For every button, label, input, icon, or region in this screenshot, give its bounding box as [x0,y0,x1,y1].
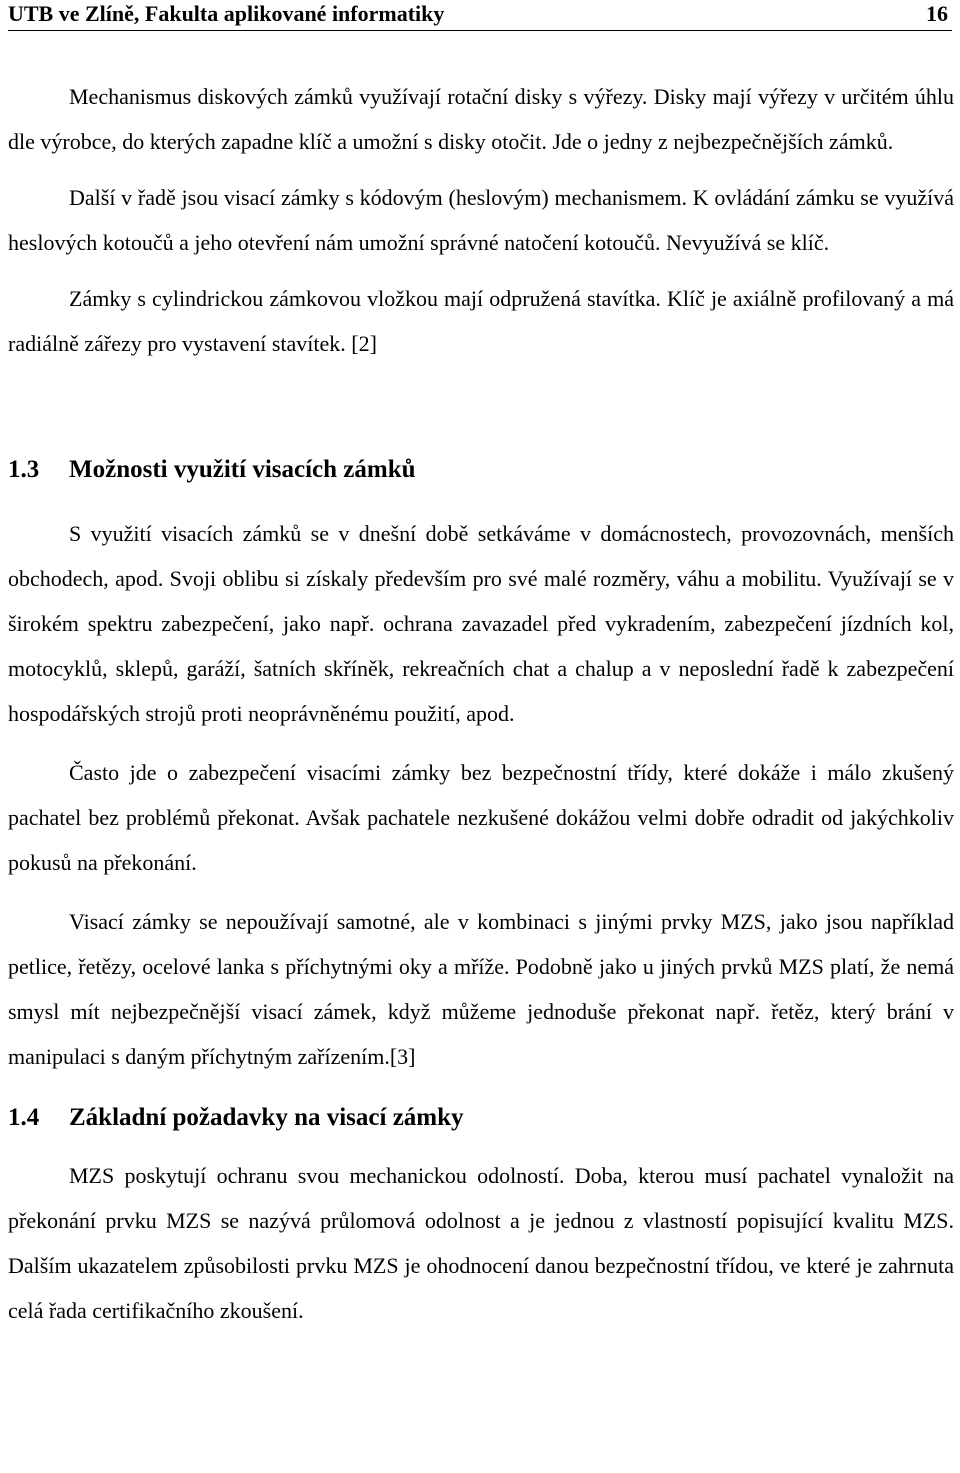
paragraph-resistance: MZS poskytují ochranu svou mechanickou odolností. Doba, kterou musí pachatel vynaložit na překonání prvku MZS se nazývá průlomová odolnost a je jednou z vlastností popisující kvalitu MZS. Dalším ukazatelem způsobilosti prvku MZS je ohodnocení danou bezpečnostní třídou, ve které je zahrnuta celá řada certifikačního zkoušení. [8,1163,954,1323]
paragraph-code-locks: Další v řadě jsou visací zámky s kódovým (heslovým) mechanismem. K ovládání zámku se využívá heslových kotoučů a jeho otevření nám umožní správné natočení kotoučů. Nevyužívá se klíč. [8,185,954,255]
paragraph-cylinder-locks: Zámky s cylindrickou zámkovou vložkou mají odpružená stavítka. Klíč je axiálně profilovaný a má radiálně zářezy pro vystavení stavítek. [2] [8,286,954,356]
page-number: 16 [926,1,948,26]
section-title: Základní požadavky na visací zámky [69,1104,464,1131]
section-title: Možnosti využití visacích zámků [69,456,416,483]
page-body [8,74,954,1333]
running-header [8,0,952,31]
section-number: 1.3 [8,456,40,483]
section-heading-1-4 [8,1098,954,1138]
section-heading-1-3 [8,450,954,490]
paragraph-disc-locks: Mechanismus diskových zámků využívají rotační disky s výřezy. Disky mají výřezy v určitém úhlu dle výrobce, do kterých zapadne klíč a umožní s disky otočit. Jde o jedny z nejbezpečnějších zámků. [8,84,954,154]
header-title: UTB ve Zlíně, Fakulta aplikované informatiky [8,1,445,26]
paragraph-unclassified-locks: Často jde o zabezpečení visacími zámky bez bezpečnostní třídy, které dokáže i málo zkušený pachatel bez problémů překonat. Avšak pachatele nezkušené dokážou velmi dobře odradit od jakýchkoliv pokusů na překonání. [8,760,954,875]
paragraph-combination: Visací zámky se nepoužívají samotné, ale v kombinaci s jinými prvky MZS, jako jsou například petlice, řetězy, ocelové lanka s příchytnými oky a mříže. Podobně jako u jiných prvků MZS platí, že nemá smysl mít nejbezpečnější visací zámek, když můžeme jednoduše překonat např. řetěz, který brání v manipulaci s daným příchytným zařízením.[3] [8,909,954,1069]
section-number: 1.4 [8,1104,40,1131]
paragraph-usage: S využití visacích zámků se v dnešní době setkáváme v domácnostech, provozovnách, menších obchodech, apod. Svoji oblibu si získaly především pro své malé rozměry, váhu a mobilitu. Využívají se v širokém spektru zabezpečení, jako např. ochrana zavazadel před vykradením, zabezpečení jízdních kol, motocyklů, sklepů, garáží, šatních skříněk, rekreačních chat a chalup a v neposlední řadě k zabezpečení hospodářských strojů proti neoprávněnému použití, apod. [8,521,954,726]
